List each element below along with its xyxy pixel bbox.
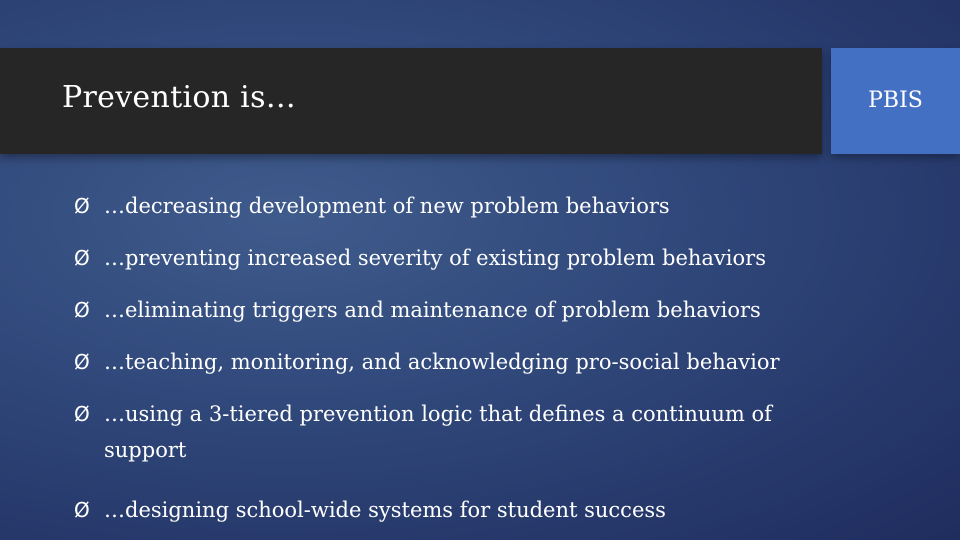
tag-box xyxy=(831,48,960,154)
bullet-text: …teaching, monitoring, and acknowledging pro-social behavior xyxy=(104,350,780,374)
bullet-text: …decreasing development of new problem behaviors xyxy=(104,194,670,218)
bullet-text: …using a 3-tiered prevention logic that defines a continuum of support xyxy=(104,402,772,462)
bullet-text: …preventing increased severity of existing problem behaviors xyxy=(104,246,766,270)
list-item xyxy=(74,240,894,276)
title-bar xyxy=(0,48,822,154)
list-item xyxy=(74,396,894,468)
slide-title: Prevention is… xyxy=(62,80,297,115)
arrow-bullet-icon: Ø xyxy=(74,246,90,270)
arrow-bullet-icon: Ø xyxy=(74,350,90,374)
tag-label: PBIS xyxy=(868,88,923,113)
list-item xyxy=(74,188,894,224)
arrow-bullet-icon: Ø xyxy=(74,194,90,218)
bullet-text: …eliminating triggers and maintenance of problem behaviors xyxy=(104,298,761,322)
bullet-text: …designing school-wide systems for student success xyxy=(104,498,666,522)
list-item xyxy=(74,344,894,380)
arrow-bullet-icon: Ø xyxy=(74,402,90,426)
bullet-list xyxy=(74,188,894,540)
arrow-bullet-icon: Ø xyxy=(74,298,90,322)
list-item xyxy=(74,492,894,528)
list-item xyxy=(74,292,894,328)
arrow-bullet-icon: Ø xyxy=(74,498,90,522)
